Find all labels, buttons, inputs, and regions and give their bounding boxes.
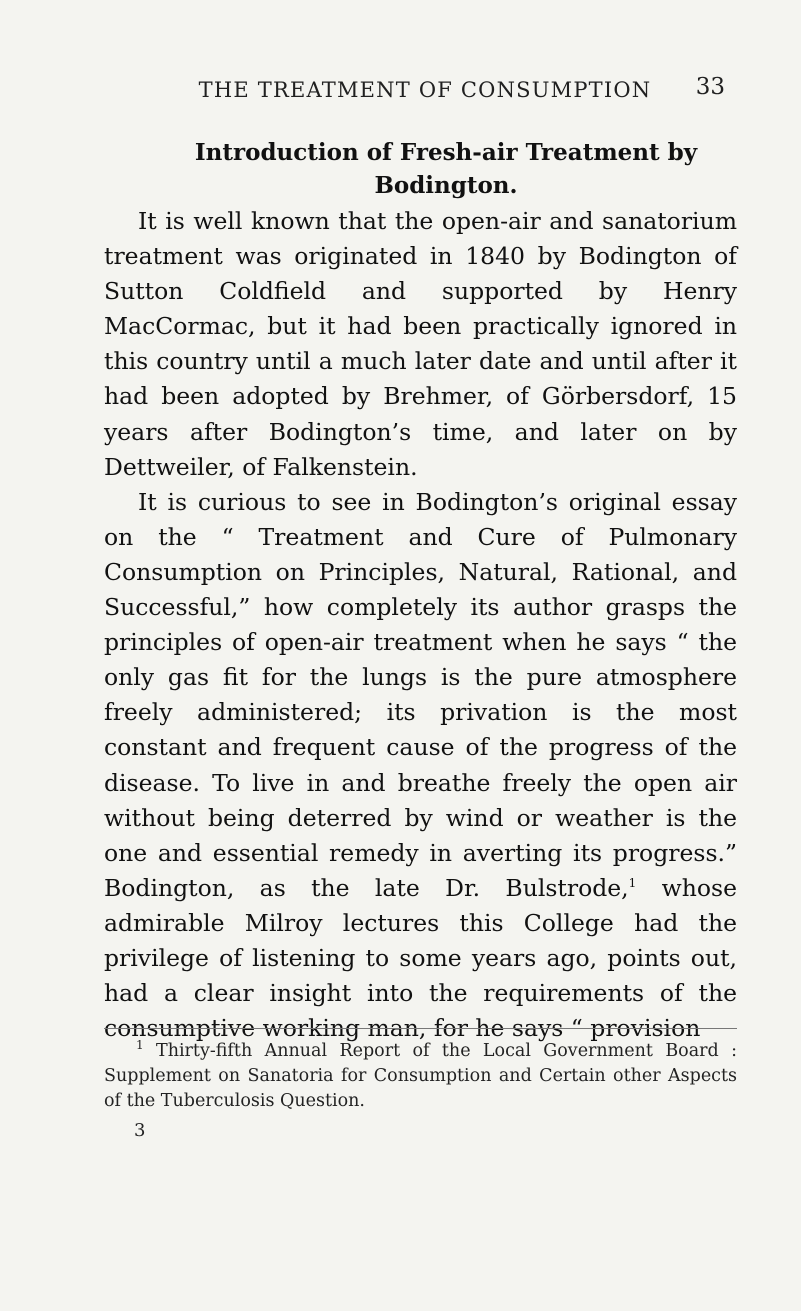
paragraph-text-after-footnote: whose admirable Milroy lectures this College had the privilege of listening to some years ago, points out, had a clear insight into the requirements of the consumptive working man, for he says “ provision	[104, 873, 737, 1043]
footnote-divider	[104, 1028, 737, 1029]
running-head: THE TREATMENT OF CONSUMPTION	[198, 78, 652, 102]
paragraph-open-air-origin: It is well known that the open-air and sanatorium treatment was originated in 1840 by Bodington of Sutton Coldfield and supported by Henry MacCormac, but it had been practically ignored in this country until a much later date and until after it had been adopted by Brehmer, of Görbersdorf, 15 years after Bodington’s time, and later on by Dettweiler, of Falkenstein.	[104, 207, 737, 481]
footnote	[104, 1039, 737, 1114]
footnote-reference: 1	[628, 875, 637, 890]
section-title: Introduction of Fresh-air Treatment by Bodington.	[194, 139, 698, 199]
signature-mark: 3	[134, 1120, 146, 1141]
footnote-text-line	[104, 1039, 737, 1114]
page-number: 33	[695, 74, 725, 100]
footnote-marker: 1	[136, 1038, 144, 1053]
paragraph-bodington-essay	[104, 485, 737, 1047]
footnote-text: Thirty-fifth Annual Report of the Local Government Board : Supplement on Sanatoria for Consumption and Certain other Aspects of the Tuberculosis Question.	[104, 1041, 737, 1111]
main-text	[104, 204, 737, 1046]
paragraph-text-before-footnote: It is curious to see in Bodington’s original essay on the “ Treatment and Cure of Pulmonary Consumption on Principles, Natural, Rational, and Successful,” how completely its author grasps the principles of open-air treatment when he says “ the only gas fit for the lungs is the pure atmosphere freely administered; its privation is the most constant and frequent cause of the progress of the disease. To live in and breathe freely the open air without being deterred by wind or weather is the one and essential remedy in averting its progress.” Bodington, as the late Dr. Bulstrode,	[104, 487, 737, 902]
